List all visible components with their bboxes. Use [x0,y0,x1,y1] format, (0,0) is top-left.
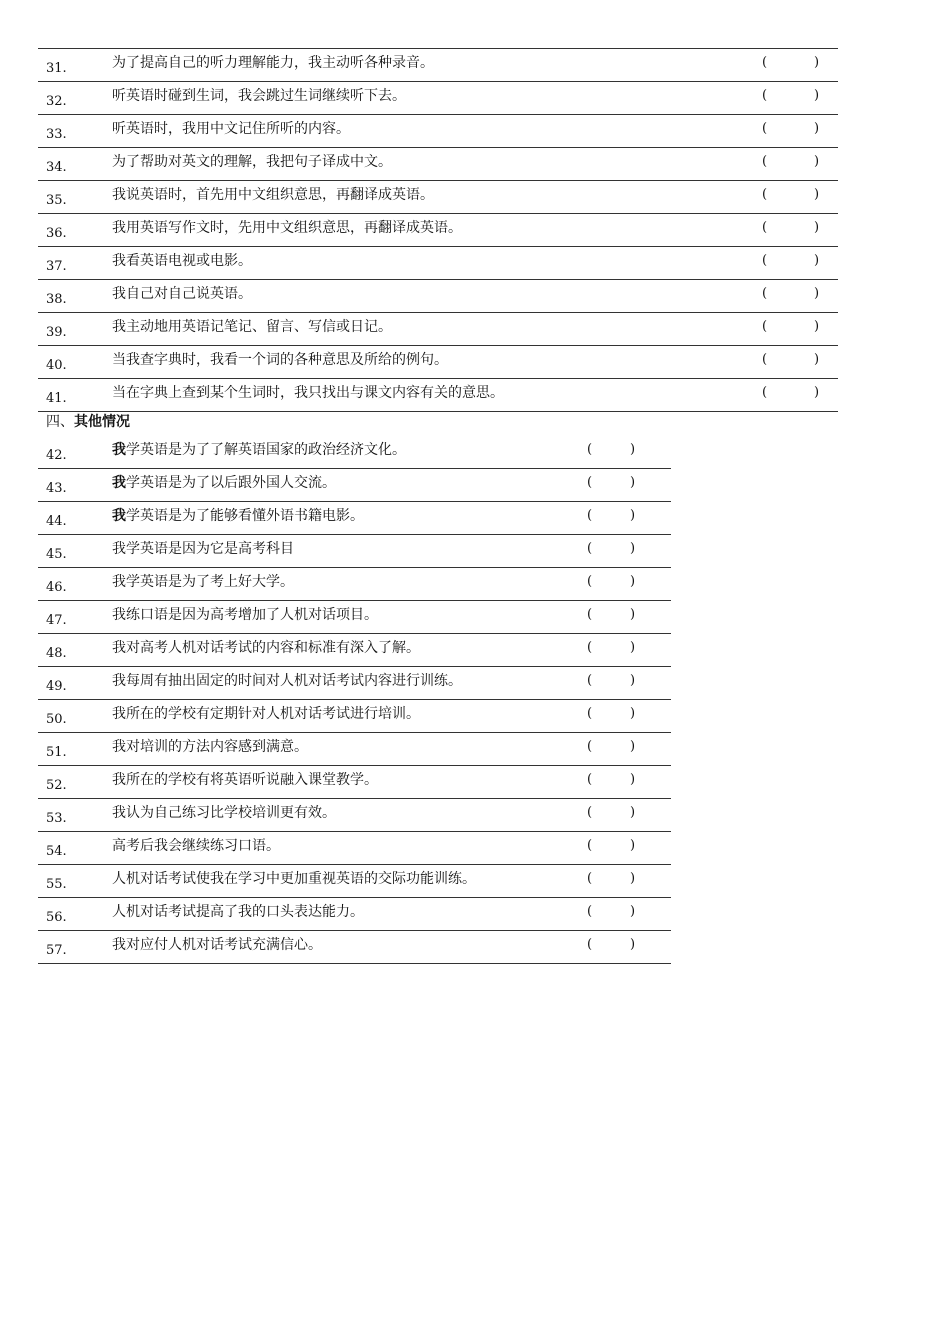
section-heading [46,410,130,434]
answer-blank-close-paren: ) [630,739,636,754]
question-text [112,441,406,459]
question-number: 36. [46,226,67,241]
question-row [38,48,838,82]
question-text [112,804,336,822]
answer-blank-close-paren: ) [630,508,636,523]
answer-blank-close-paren: ) [814,187,820,202]
question-text-body: 我所在的学校有定期针对人机对话考试进行培训。 [112,706,420,722]
question-text [112,606,378,624]
question-row [38,568,671,601]
question-text [112,639,420,657]
answer-blank-open-paren[interactable]: ( [762,220,768,235]
question-text-lead: 我 [112,475,126,491]
question-number: 38. [46,292,67,307]
answer-blank-close-paren: ) [814,253,820,268]
question-text-body: 我对应付人机对话考试充满信心。 [112,937,322,953]
question-text-lead: 我 [112,508,126,524]
question-row [38,898,671,931]
question-text: 为了提高自己的听力理解能力，我主动听各种录音。 [112,55,434,71]
question-number: 48. [46,646,67,661]
answer-blank-close-paren: ) [814,55,820,70]
question-number: 46. [46,580,67,595]
question-row [38,379,838,412]
answer-blank-open-paren[interactable]: ( [762,187,768,202]
answer-blank-open-paren[interactable]: ( [587,607,593,622]
section-heading-number: 四、 [46,414,74,430]
question-list-part-four [38,436,671,964]
question-number: 42. [46,448,67,463]
answer-blank-open-paren[interactable]: ( [762,88,768,103]
question-row [38,799,671,832]
answer-blank-close-paren: ) [630,673,636,688]
answer-blank-close-paren: ) [630,442,636,457]
answer-blank-open-paren[interactable]: ( [762,352,768,367]
question-text-body: 学英语是为了了解英语国家的政治经济文化。 [126,442,406,458]
answer-blank-close-paren: ) [814,352,820,367]
question-row [38,601,671,634]
question-row [38,469,671,502]
question-number: 47. [46,613,67,628]
answer-blank-open-paren[interactable]: ( [587,640,593,655]
answer-blank-open-paren[interactable]: ( [587,805,593,820]
question-text-body: 学英语是为了以后跟外国人交流。 [126,475,336,491]
question-text [112,540,294,558]
answer-blank-open-paren[interactable]: ( [587,904,593,919]
question-text: 当我查字典时，我看一个词的各种意思及所给的例句。 [112,352,448,368]
question-text: 我主动地用英语记笔记、留言、写信或日记。 [112,319,392,335]
answer-blank-close-paren: ) [630,607,636,622]
question-row [38,733,671,766]
answer-blank-open-paren[interactable]: ( [587,937,593,952]
question-text [112,837,280,855]
question-row [38,667,671,700]
question-text [112,474,336,492]
question-row [38,502,671,535]
answer-blank-open-paren[interactable]: ( [587,475,593,490]
answer-blank-close-paren: ) [630,706,636,721]
question-number: 34. [46,160,67,175]
answer-blank-open-paren[interactable]: ( [587,508,593,523]
answer-blank-close-paren: ) [630,475,636,490]
question-number: 50. [46,712,67,727]
answer-blank-close-paren: ) [630,838,636,853]
question-text-body: 我所在的学校有将英语听说融入课堂教学。 [112,772,378,788]
answer-blank-close-paren: ) [630,640,636,655]
question-number: 57. [46,943,67,958]
question-number: 39. [46,325,67,340]
question-number: 53. [46,811,67,826]
question-text: 我说英语时，首先用中文组织意思，再翻译成英语。 [112,187,434,203]
question-text [112,672,462,690]
question-row [38,82,838,115]
question-row [38,700,671,733]
answer-blank-close-paren: ) [630,772,636,787]
question-row [38,436,671,469]
question-text [112,771,378,789]
question-number: 43. [46,481,67,496]
question-row [38,181,838,214]
answer-blank-open-paren[interactable]: ( [762,253,768,268]
question-text: 为了帮助对英文的理解，我把句子译成中文。 [112,154,392,170]
question-number: 35. [46,193,67,208]
question-row [38,214,838,247]
question-row [38,247,838,280]
question-number: 37. [46,259,67,274]
answer-blank-open-paren[interactable]: ( [587,442,593,457]
question-text-body: 人机对话考试使我在学习中更加重视英语的交际功能训练。 [112,871,476,887]
question-text-body: 我每周有抽出固定的时间对人机对话考试内容进行训练。 [112,673,462,689]
question-text-body: 学英语是为了能够看懂外语书籍电影。 [126,508,364,524]
answer-blank-open-paren[interactable]: ( [762,286,768,301]
question-text-lead: 我 [112,442,126,458]
question-row [38,634,671,667]
question-number: 49. [46,679,67,694]
question-number: 40. [46,358,67,373]
answer-blank-open-paren[interactable]: ( [587,772,593,787]
question-row [38,346,838,379]
question-number: 54. [46,844,67,859]
question-row [38,865,671,898]
answer-blank-close-paren: ) [630,871,636,886]
question-number: 32. [46,94,67,109]
question-text-body: 我对高考人机对话考试的内容和标准有深入了解。 [112,640,420,656]
question-text [112,507,364,525]
answer-blank-close-paren: ) [814,220,820,235]
question-row [38,832,671,865]
section-heading-title: 其他情况 [74,414,130,430]
question-text-body: 我对培训的方法内容感到满意。 [112,739,308,755]
question-text-body: 人机对话考试提高了我的口头表达能力。 [112,904,364,920]
question-text [112,738,308,756]
answer-blank-open-paren[interactable]: ( [587,574,593,589]
question-number: 45. [46,547,67,562]
answer-blank-open-paren[interactable]: ( [762,319,768,334]
question-row [38,148,838,181]
question-text: 我自己对自己说英语。 [112,286,252,302]
answer-blank-close-paren: ) [630,541,636,556]
answer-blank-open-paren[interactable]: ( [587,838,593,853]
answer-blank-open-paren[interactable]: ( [587,706,593,721]
question-number: 41. [46,391,67,406]
answer-blank-close-paren: ) [630,574,636,589]
answer-blank-close-paren: ) [630,904,636,919]
question-text: 听英语时，我用中文记住所听的内容。 [112,121,350,137]
question-text-body: 高考后我会继续练习口语。 [112,838,280,854]
answer-blank-close-paren: ) [814,88,820,103]
question-number: 44. [46,514,67,529]
answer-blank-open-paren[interactable]: ( [587,739,593,754]
answer-blank-close-paren: ) [814,319,820,334]
question-text-body: 我练口语是因为高考增加了人机对话项目。 [112,607,378,623]
question-text: 我看英语电视或电影。 [112,253,252,269]
question-text: 当在字典上查到某个生词时，我只找出与课文内容有关的意思。 [112,385,504,401]
question-text-body: 我学英语是为了考上好大学。 [112,574,294,590]
answer-blank-open-paren[interactable]: ( [762,154,768,169]
answer-blank-open-paren[interactable]: ( [587,871,593,886]
question-row [38,535,671,568]
question-text [112,870,476,888]
question-number: 52. [46,778,67,793]
question-row [38,931,671,964]
answer-blank-close-paren: ) [630,805,636,820]
answer-blank-close-paren: ) [814,121,820,136]
answer-blank-open-paren[interactable]: ( [762,121,768,136]
answer-blank-open-paren[interactable]: ( [762,55,768,70]
question-text [112,705,420,723]
answer-blank-close-paren: ) [630,937,636,952]
question-number: 51. [46,745,67,760]
question-text-body: 我学英语是因为它是高考科目 [112,541,294,557]
answer-blank-close-paren: ) [814,286,820,301]
answer-blank-open-paren[interactable]: ( [762,385,768,400]
question-number: 31. [46,61,67,76]
question-number: 33. [46,127,67,142]
question-row [38,313,838,346]
question-text [112,903,364,921]
question-list-part-three [38,48,838,412]
question-row [38,280,838,313]
question-number: 56. [46,910,67,925]
question-text [112,573,294,591]
question-text [112,936,322,954]
answer-blank-open-paren[interactable]: ( [587,541,593,556]
answer-blank-close-paren: ) [814,154,820,169]
question-text-body: 我认为自己练习比学校培训更有效。 [112,805,336,821]
answer-blank-close-paren: ) [814,385,820,400]
answer-blank-open-paren[interactable]: ( [587,673,593,688]
question-number: 55. [46,877,67,892]
question-text: 听英语时碰到生词，我会跳过生词继续听下去。 [112,88,406,104]
question-row [38,766,671,799]
question-text: 我用英语写作文时，先用中文组织意思，再翻译成英语。 [112,220,462,236]
question-row [38,115,838,148]
